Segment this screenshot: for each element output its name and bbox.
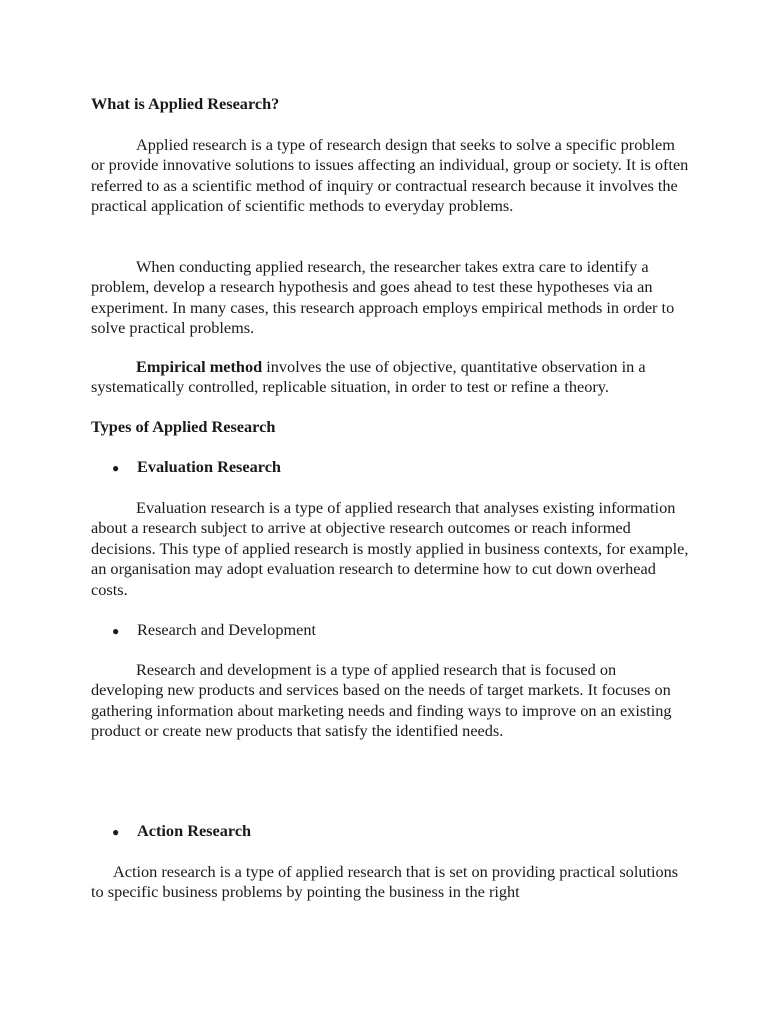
paragraph-definition: Applied research is a type of research design that seeks to solve a specific problem or provide innovative solutions to issues affecting an individual, group or society. It is often referred to as a scientific method of inquiry or contractual research because it involves the practical application of scientific methods to everyday problems. bbox=[91, 135, 689, 216]
bullet-item-research-and-development bbox=[112, 620, 316, 641]
bullet-label-evaluation-research: Evaluation Research bbox=[137, 457, 281, 476]
term-empirical-method: Empirical method bbox=[136, 357, 263, 376]
heading-types-of-applied-research: Types of Applied Research bbox=[91, 417, 276, 436]
paragraph-research-and-development: Research and development is a type of applied research that is focused on developing new products and services based on the needs of target markets. It focuses on gathering information about marketing needs and finding ways to improve on an existing product or create new products that satisfy the identified needs. bbox=[91, 660, 672, 741]
paragraph-evaluation-research: Evaluation research is a type of applied research that analyses existing information about a research subject to arrive at objective research outcomes or reach informed decisions. This type of applied research is mostly applied in business contexts, for example, an organisation may adopt evaluation research to determine how to cut down overhead costs. bbox=[91, 498, 689, 599]
bullet-item-action-research bbox=[112, 821, 251, 842]
bullet-icon: ● bbox=[112, 461, 120, 475]
paragraph-empirical-method bbox=[91, 357, 691, 398]
bullet-item-evaluation-research bbox=[112, 457, 281, 478]
paragraph-empirical-method-text: involves the use of objective, quantitative observation in a systematically controlled, replicable situation, in order to test or refine a theory. bbox=[91, 357, 646, 397]
paragraph-action-research: Action research is a type of applied research that is set on providing practical solutions to specific business problems by pointing the business in the right bbox=[91, 862, 679, 902]
bullet-icon: ● bbox=[112, 825, 120, 839]
bullet-icon: ● bbox=[112, 624, 120, 638]
bullet-label-research-and-development: Research and Development bbox=[137, 620, 317, 639]
paragraph-conducting-applied-research: When conducting applied research, the researcher takes extra care to identify a problem, develop a research hypothesis and goes ahead to test these hypotheses via an experiment. In many cases, this research approach employs empirical methods in order to solve practical problems. bbox=[91, 257, 675, 338]
bullet-label-action-research: Action Research bbox=[137, 821, 252, 840]
heading-what-is-applied-research: What is Applied Research? bbox=[91, 94, 280, 113]
